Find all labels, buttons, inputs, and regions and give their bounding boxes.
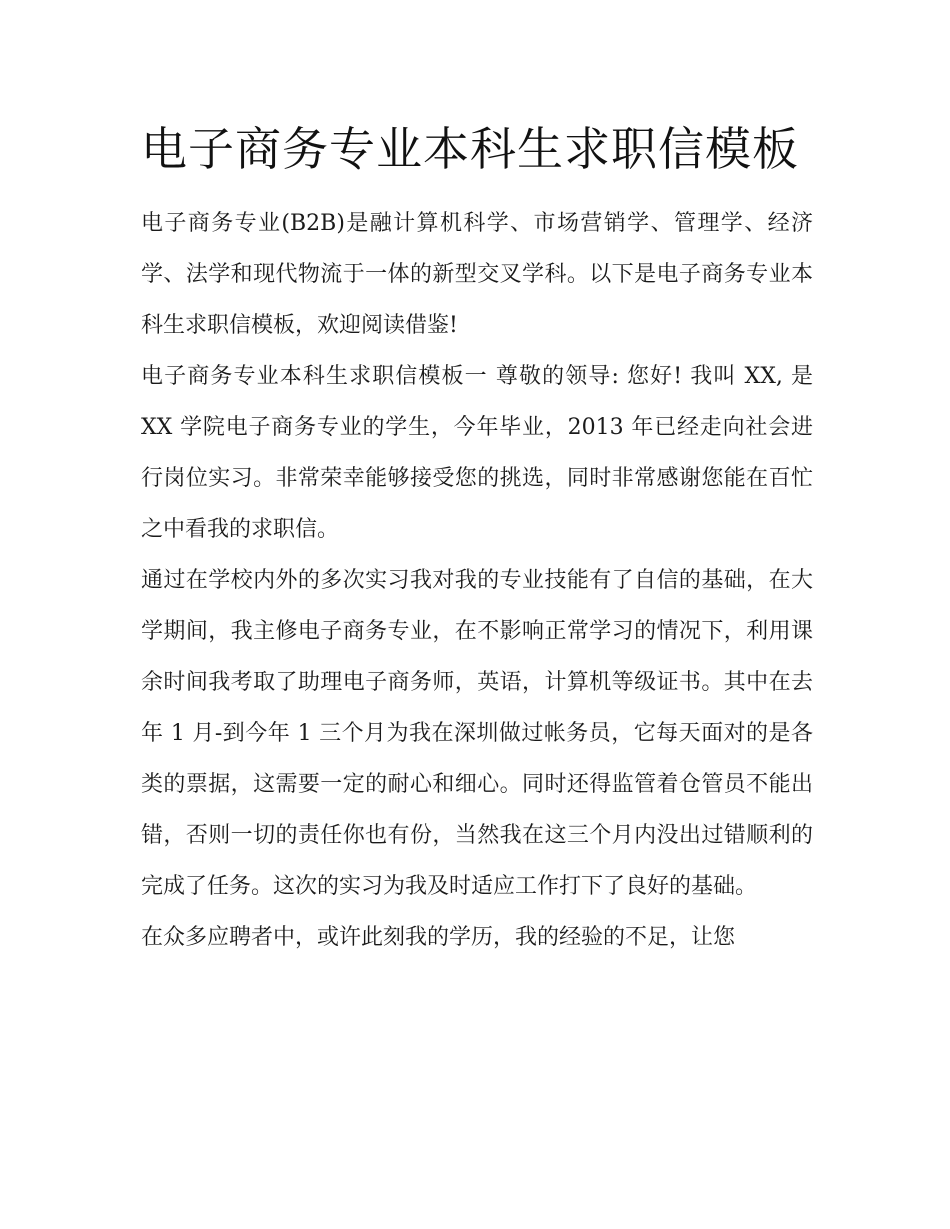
document-body xyxy=(141,198,813,963)
paragraph-closing: 在众多应聘者中，或许此刻我的学历，我的经验的不足，让您 xyxy=(141,925,736,950)
paragraph-greeting: 电子商务专业本科生求职信模板一 尊敬的领导: 您好! 我叫 XX, 是 XX 学院电子商务专业的学生，今年毕业，2013 年已经走向社会进行岗位实习。非常荣幸能够接受您的挑选，同时非常感谢您能在百忙之中看我的求职信。 xyxy=(141,364,813,542)
paragraph-experience: 通过在学校内外的多次实习我对我的专业技能有了自信的基础，在大学期间，我主修电子商务专业，在不影响正常学习的情况下，利用课余时间我考取了助理电子商务师，英语，计算机等级证书。其中在去年 1 月-到今年 1 三个月为我在深圳做过帐务员，它每天面对的是各类的票据，这需要一定的耐心和细心。同时还得监管着仓管员不能出错，否则一切的责任你也有份，当然我在这三个月内没出过错顺利的完成了任务。这次的实习为我及时适应工作打下了良好的基础。 xyxy=(141,568,813,899)
paragraph-intro: 电子商务专业(B2B)是融计算机科学、市场营销学、管理学、经济学、法学和现代物流于一体的新型交叉学科。以下是电子商务专业本科生求职信模板，欢迎阅读借鉴! xyxy=(141,211,813,338)
document-title: 电子商务专业本科生求职信模板 xyxy=(141,122,799,176)
document-page xyxy=(141,112,813,963)
